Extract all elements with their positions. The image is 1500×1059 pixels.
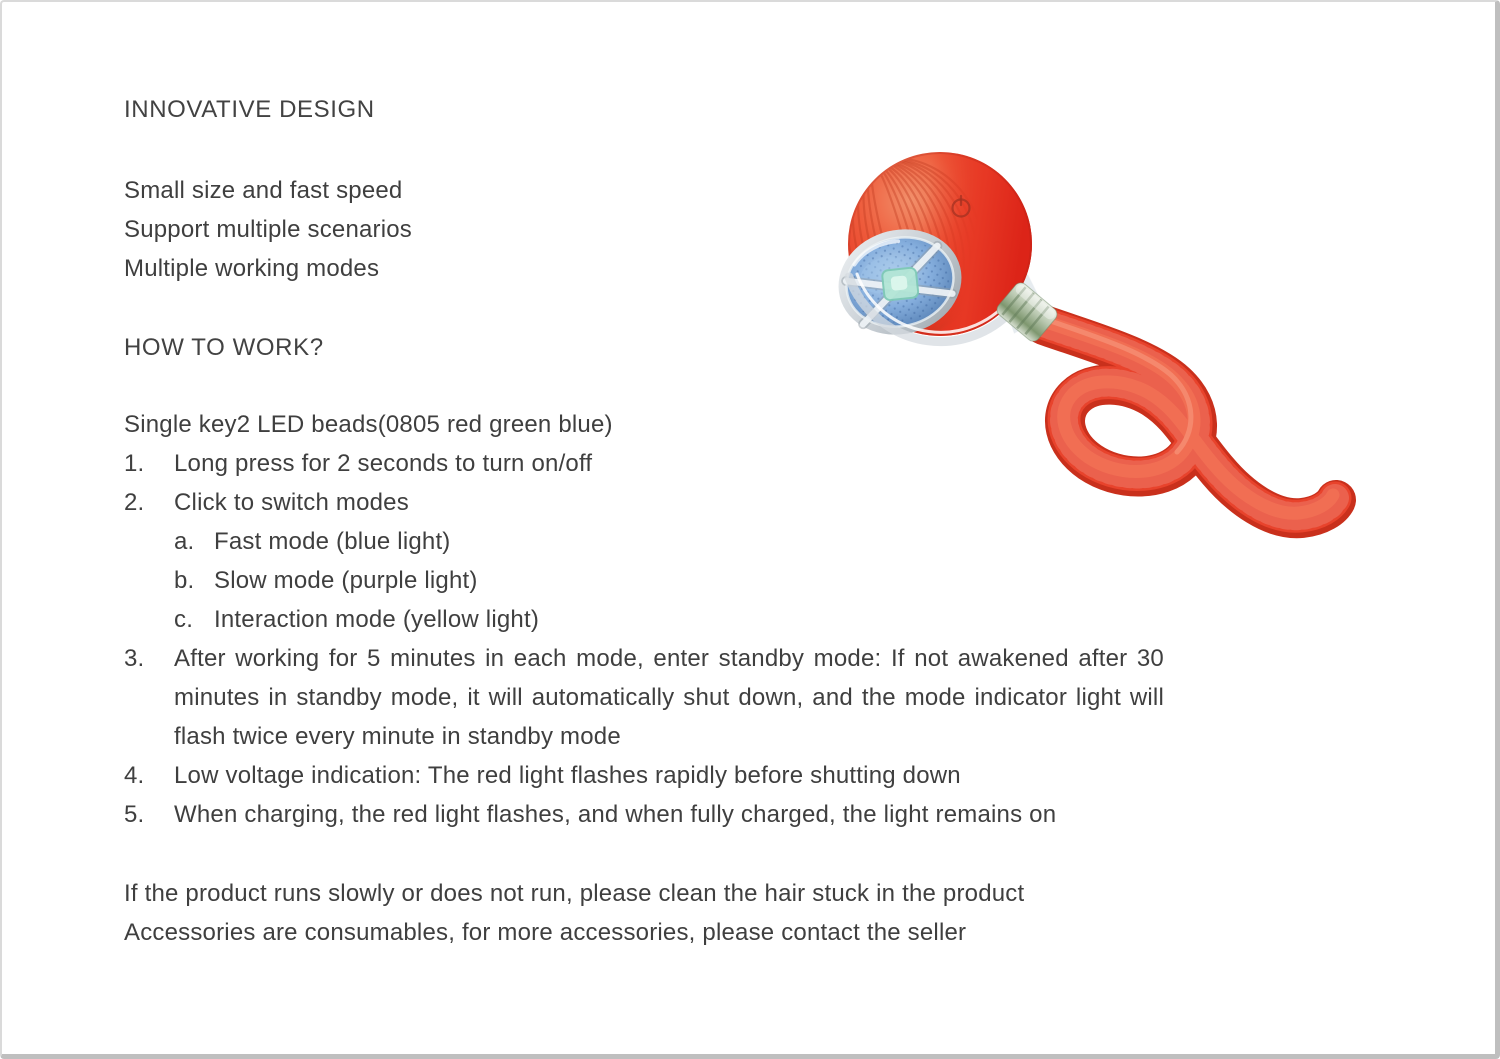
mode-letter: c. xyxy=(174,606,194,633)
step-number: 1. xyxy=(124,450,145,477)
mode-row xyxy=(174,600,1169,639)
step-row xyxy=(124,795,1169,834)
mode-text: Interaction mode (yellow light) xyxy=(214,606,540,633)
step-row xyxy=(124,756,1169,795)
feature-line: Multiple working modes xyxy=(124,255,380,282)
note-line: If the product runs slowly or does not run, please clean the hair stuck in the product xyxy=(124,880,1025,907)
mode-letter: a. xyxy=(174,528,195,555)
step-text: Long press for 2 seconds to turn on/off xyxy=(174,450,593,477)
mode-text: Fast mode (blue light) xyxy=(214,528,451,555)
note-line: Accessories are consumables, for more accessories, please contact the seller xyxy=(124,919,967,946)
step-row xyxy=(124,639,1169,756)
step-number: 5. xyxy=(124,801,145,828)
ball-toy-illustration xyxy=(830,126,1390,582)
mode-letter: b. xyxy=(174,567,195,594)
step-text: After working for 5 minutes in each mode, enter standby mode: If not awakened after 30 minutes in standby mode, it will automatically shut down, and the mode indicator light will flash twice every minute in standby mode xyxy=(174,645,1164,750)
step-text: Click to switch modes xyxy=(174,489,409,516)
footer-notes xyxy=(124,874,1169,952)
heading-innovative-design: INNOVATIVE DESIGN xyxy=(124,96,375,123)
instructions-intro: Single key2 LED beads(0805 red green blue) xyxy=(124,411,613,438)
product-image xyxy=(830,126,1390,582)
step-number: 2. xyxy=(124,489,145,516)
step-number: 4. xyxy=(124,762,145,789)
mode-text: Slow mode (purple light) xyxy=(214,567,478,594)
feature-line: Small size and fast speed xyxy=(124,177,403,204)
feature-line: Support multiple scenarios xyxy=(124,216,413,243)
step-text: Low voltage indication: The red light flashes rapidly before shutting down xyxy=(174,762,961,789)
rope-tail xyxy=(1039,317,1336,518)
step-number: 3. xyxy=(124,645,145,672)
step-text: When charging, the red light flashes, and when fully charged, the light remains on xyxy=(174,801,1057,828)
heading-how-to-work: HOW TO WORK? xyxy=(124,334,324,361)
